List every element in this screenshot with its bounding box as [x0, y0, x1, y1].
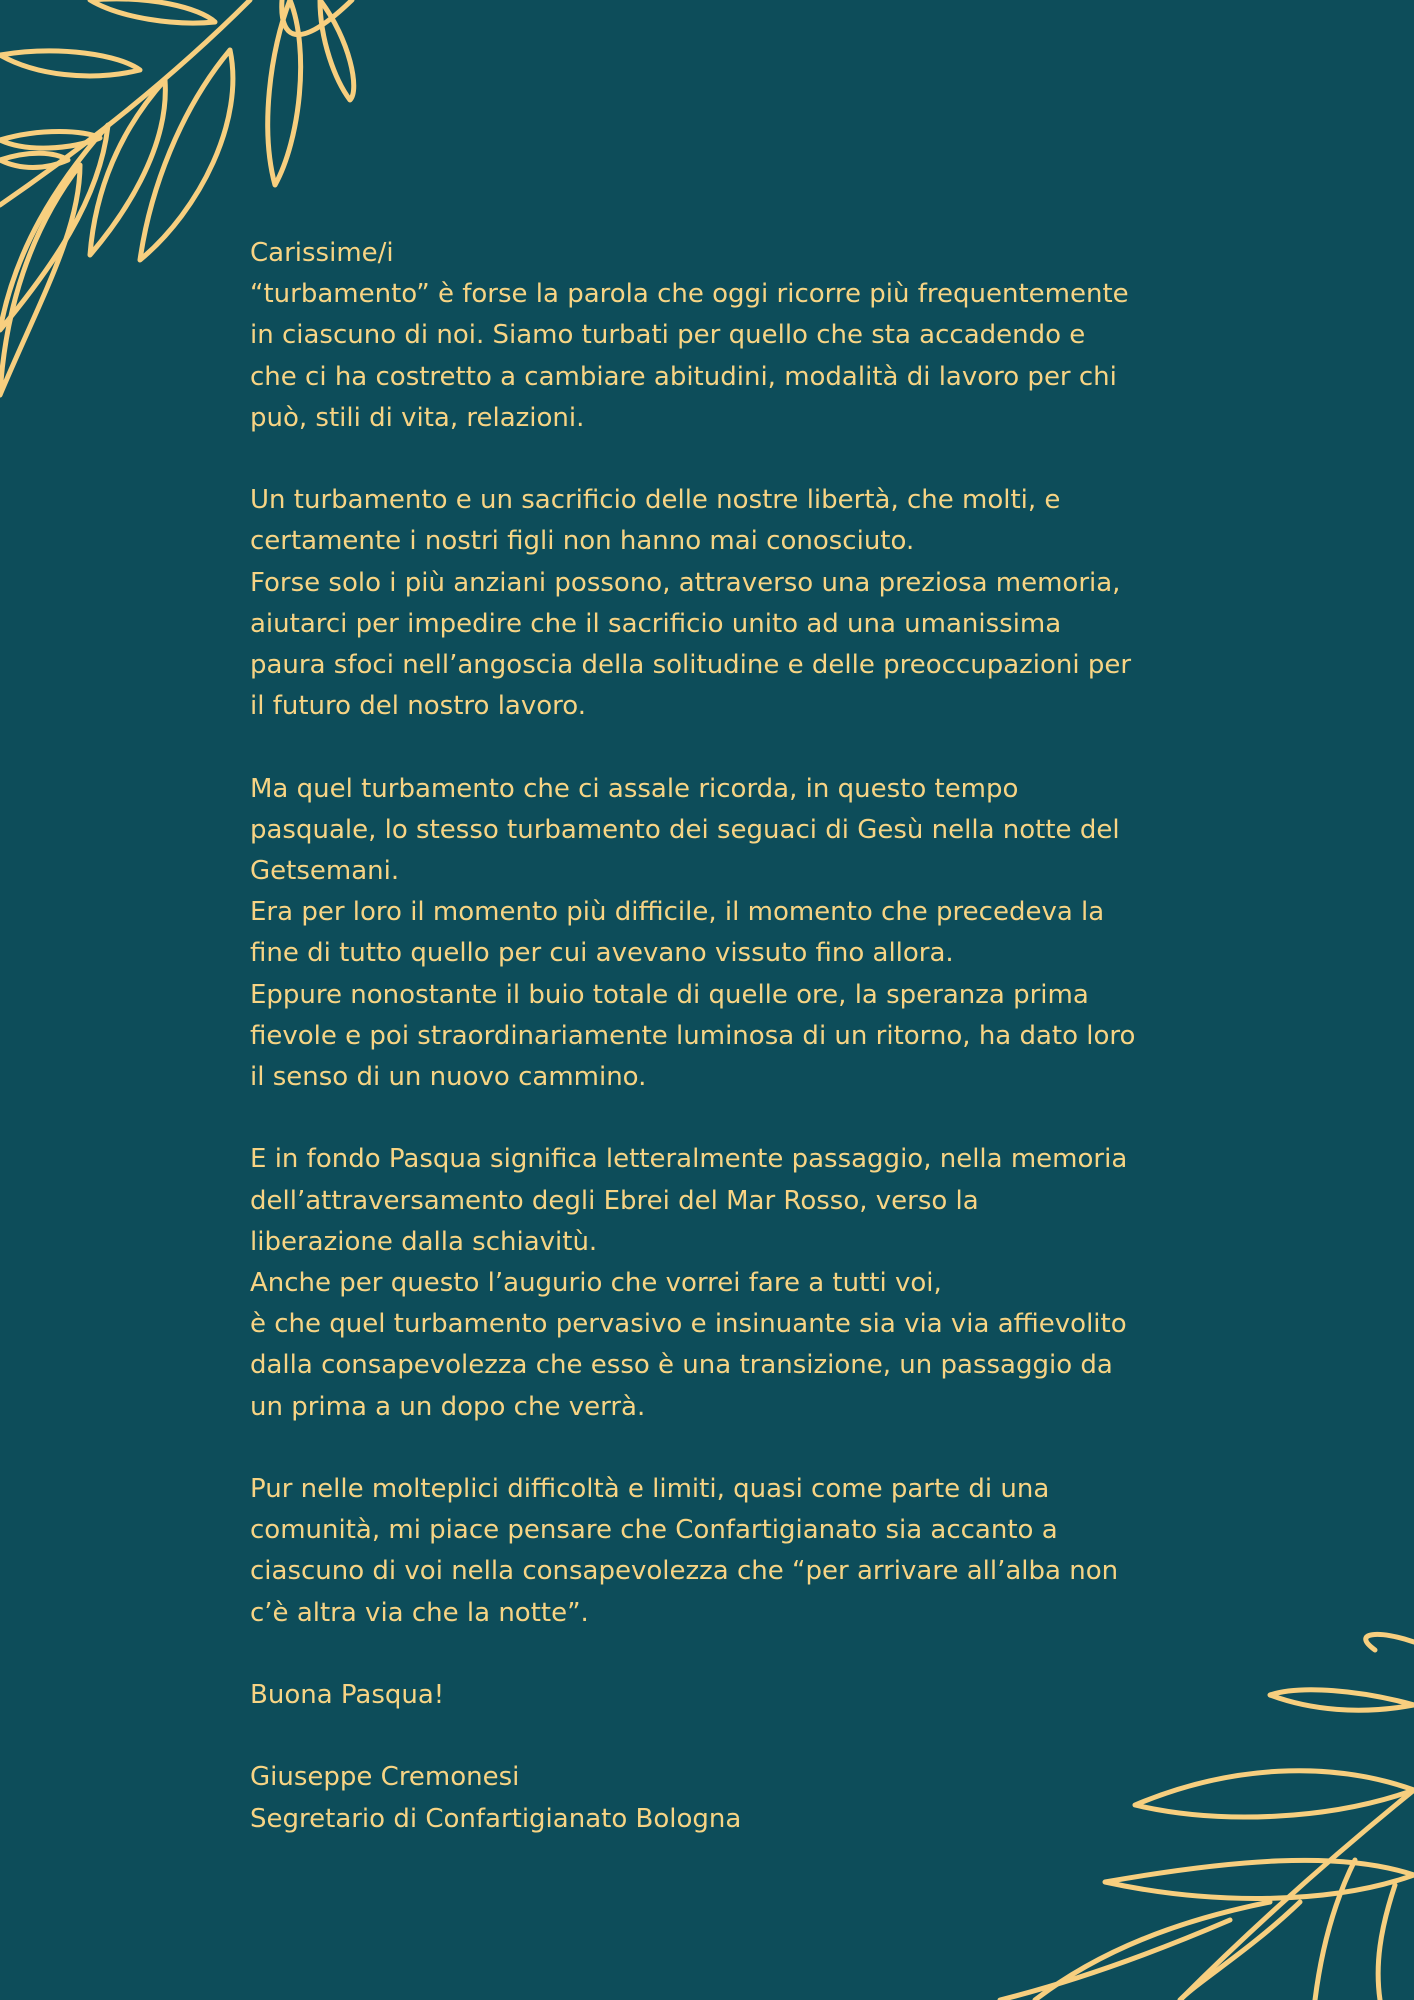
text-line: Ma quel turbamento che ci assale ricorda, in questo tempo [250, 773, 1019, 804]
text-line: in ciascuno di noi. Siamo turbati per quello che sta accadendo e [250, 320, 1086, 351]
text-line: dalla consapevolezza che esso è una transizione, un passaggio da [250, 1350, 1113, 1381]
text-line: paura sfoci nell’angoscia della solitudine e delle preoccupazioni per [250, 650, 1132, 681]
text-line: ciascuno di voi nella consapevolezza che “per arrivare all’alba non [250, 1556, 1119, 1587]
spacer [250, 439, 1190, 480]
text-line: è che quel turbamento pervasivo e insinuante sia via via affievolito [250, 1309, 1127, 1340]
paragraph [250, 1469, 1190, 1634]
text-line: Forse solo i più anziani possono, attraverso una preziosa memoria, [250, 567, 1121, 598]
text-line: fievole e poi straordinariamente luminosa di un ritorno, ha dato loro [250, 1020, 1136, 1051]
letter-body [250, 233, 1190, 1881]
text-line: fine di tutto quello per cui avevano vissuto fino allora. [250, 938, 954, 969]
text-line: il futuro del nostro lavoro. [250, 691, 586, 722]
text-line: dell’attraversamento degli Ebrei del Mar Rosso, verso la [250, 1185, 979, 1216]
paragraph [250, 1139, 1190, 1427]
text-line: Anche per questo l’augurio che vorrei fare a tutti voi, [250, 1268, 942, 1299]
signature-name: Giuseppe Cremonesi [250, 1762, 520, 1793]
text-line: c’è altra via che la notte”. [250, 1597, 589, 1628]
text-line: certamente i nostri figli non hanno mai conosciuto. [250, 526, 915, 557]
signature-title: Segretario di Confartigianato Bologna [250, 1803, 742, 1834]
text-line: che ci ha costretto a cambiare abitudini, modalità di lavoro per chi [250, 361, 1117, 392]
closing: Buona Pasqua! [250, 1680, 445, 1711]
text-line: Un turbamento e un sacrificio delle nostre libertà, che molti, e [250, 485, 1061, 516]
paragraph [250, 480, 1190, 727]
greeting-paragraph [250, 233, 1190, 439]
text-line: può, stili di vita, relazioni. [250, 402, 585, 433]
greeting: Carissime/i [250, 238, 394, 268]
text-line: Getsemani. [250, 856, 400, 887]
text-line: E in fondo Pasqua significa letteralmente passaggio, nella memoria [250, 1144, 1128, 1175]
text-line: “turbamento” è forse la parola che oggi ricorre più frequentemente [250, 279, 1129, 310]
paragraph [250, 769, 1190, 1099]
text-line: liberazione dalla schiavitù. [250, 1226, 598, 1257]
text-line: il senso di un nuovo cammino. [250, 1062, 647, 1093]
signature [250, 1757, 1190, 1839]
text-line: Eppure nonostante il buio totale di quelle ore, la speranza prima [250, 979, 1089, 1010]
text-line: comunità, mi piace pensare che Confartigianato sia accanto a [250, 1515, 1058, 1546]
text-line: Pur nelle molteplici difficoltà e limiti, quasi come parte di una [250, 1474, 1050, 1505]
text-line: Era per loro il momento più difficile, il momento che precedeva la [250, 897, 1105, 928]
text-line: un prima a un dopo che verrà. [250, 1391, 646, 1422]
text-line: aiutarci per impedire che il sacrificio unito ad una umanissima [250, 608, 1062, 639]
text-line: pasquale, lo stesso turbamento dei seguaci di Gesù nella notte del [250, 814, 1120, 845]
closing-paragraph [250, 1675, 1190, 1716]
